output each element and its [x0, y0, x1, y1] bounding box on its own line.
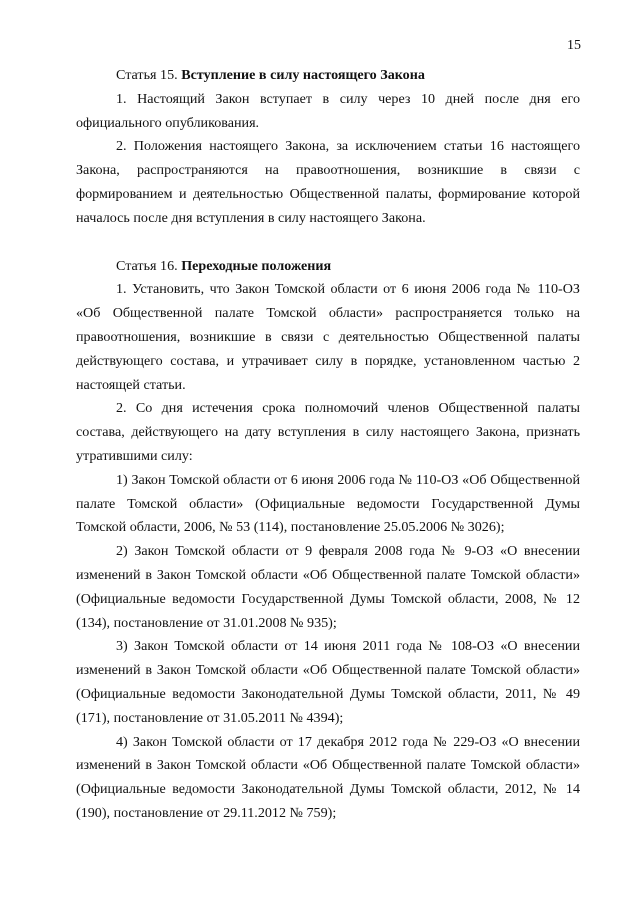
page-number: 15 [567, 38, 581, 53]
article-16-list-item-1: 1) Закон Томской области от 6 июня 2006 года № 110-ОЗ «Об Общественной палате Томской области» (Официальные ведомости Государственной Думы Томской области, 2006, № 53 (114), постановление 25.05.2006 № 3026); [76, 471, 580, 536]
article-16-heading [76, 255, 580, 279]
article-16-list-item-2: 2) Закон Томской области от 9 февраля 2008 года № 9-ОЗ «О внесении изменений в Закон Томской области «Об Общественной палате Томской области» (Официальные ведомости Государственной Думы Томской области, 2008, № 12 (134), постановление от 31.01.2008 № 935); [76, 543, 580, 631]
article-16-list-item-3: 3) Закон Томской области от 14 июня 2011 года № 108-ОЗ «О внесении изменений в Закон Томской области «Об Общественной палате Томской области» (Официальные ведомости Законодательной Думы Томской области, 2011, № 49 (171), постановление от 31.05.2011 № 4394); [76, 638, 580, 726]
article-15-title: Вступление в силу настоящего Закона [181, 67, 425, 83]
article-16-title: Переходные положения [181, 257, 332, 274]
article-15-paragraph-2: 2. Положения настоящего Закона, за исключением статьи 16 настоящего Закона, распространяются на правоотношения, возникшие в связи с формированием и деятельностью Общественной палаты, формирование которой началось после дня вступления в силу настоящего Закона. [76, 138, 580, 226]
article-16-paragraph-2: 2. Со дня истечения срока полномочий членов Общественной палаты состава, действующего на дату вступления в силу настоящего Закона, признать утратившими силу: [76, 400, 580, 464]
article-15-heading [76, 64, 580, 88]
article-16-list-item-4: 4) Закон Томской области от 17 декабря 2012 года № 229-ОЗ «О внесении изменений в Закон Томской области «Об Общественной палате Томской области» (Официальные ведомости Законодательной Думы Томской области, 2012, № 14 (190), постановление от 29.11.2012 № 759); [76, 733, 580, 821]
article-15-prefix: Статья 15. [116, 67, 178, 83]
article-15-paragraph-1: 1. Настоящий Закон вступает в силу через 10 дней после дня его официального опубликования. [76, 90, 580, 131]
section-gap [76, 231, 580, 255]
document-body [76, 54, 580, 826]
article-16-prefix: Статья 16. [116, 257, 178, 274]
article-16-paragraph-1: 1. Установить, что Закон Томской области от 6 июня 2006 года № 110-ОЗ «Об Общественной палате Томской области» распространяется только на правоотношения, возникшие в связи с деятельностью Общественной палаты действующего состава, и утрачивает силу в порядке, установленном частью 2 настоящей статьи. [76, 281, 580, 393]
